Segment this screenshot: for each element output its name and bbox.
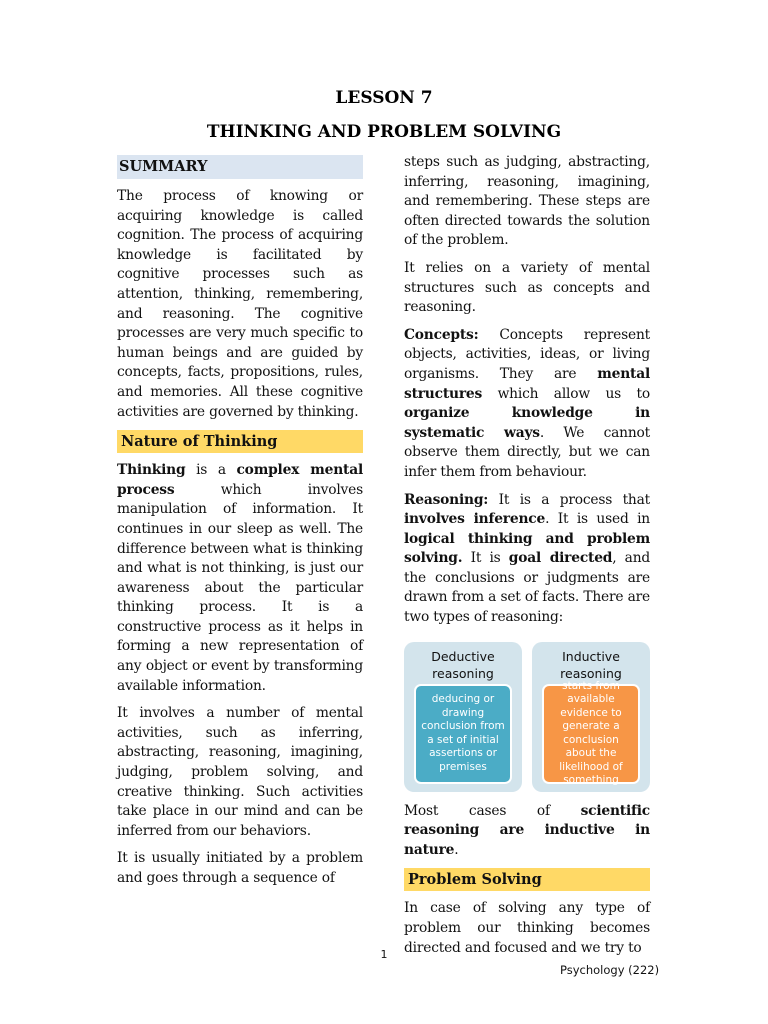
text-run: . It is used in — [545, 511, 650, 528]
text-run: It is — [462, 550, 509, 567]
scientific-reasoning-paragraph — [404, 802, 650, 861]
bold-term: complex mental process — [117, 462, 363, 498]
text-run: is a — [185, 462, 237, 479]
nature-of-thinking-heading: Nature of Thinking — [117, 430, 363, 453]
course-footer: Psychology (222) — [560, 963, 660, 977]
bold-term: logical thinking and problem solving. — [404, 530, 650, 567]
problem-solving-heading: Problem Solving — [404, 868, 650, 891]
text-run: Concepts represent objects, activities, ideas, or living organisms. They are — [404, 326, 650, 382]
lesson-number: LESSON 7 — [335, 88, 433, 108]
summary-paragraph: The process of knowing or acquiring knowledge is called cognition. The process of acquiring knowledge is facilitated by cognitive processes such as attention, thinking, remembering, and reasoning. The cognitive processes are very much specific to human beings and are guided by concepts, facts, propositions, rules, and memories. All these cognitive activities are governed by thinking. — [117, 188, 363, 420]
nature-paragraph-1 — [117, 461, 363, 696]
structures-paragraph: It relies on a variety of mental structures such as concepts and reasoning. — [404, 259, 650, 316]
bold-term: mental structures — [404, 365, 650, 402]
inductive-reasoning-description: starts from available evidence to generate a conclusion about the likelihood of something — [542, 684, 640, 784]
text-run: , and the conclusions or judgments are drawn from a set of facts. There are two types of reasoning: — [404, 550, 651, 626]
bold-term: organize knowledge in systematic ways — [404, 405, 650, 441]
text-run: which involves manipulation of information. It continues in our sleep as well. The difference between what is thinking and what is not thinking, is just our awareness about the particular thinking process. It is a constructive process as it helps in forming a new representation of any object or event by transforming available information. — [117, 481, 363, 694]
text-run: which allow us to — [482, 385, 650, 402]
left-column — [117, 153, 363, 897]
text-run: Most cases of — [404, 802, 581, 819]
bold-term: Thinking — [117, 462, 186, 479]
bold-term: goal directed — [508, 550, 613, 567]
reasoning-types-diagram — [404, 642, 652, 792]
inductive-reasoning-title: Inductive reasoning — [560, 648, 622, 681]
reasoning-paragraph — [404, 491, 650, 628]
concepts-paragraph — [404, 326, 650, 483]
deductive-reasoning-card — [404, 642, 522, 792]
page-title: THINKING AND PROBLEM SOLVING — [206, 122, 562, 142]
problem-solving-paragraph: In case of solving any type of problem our thinking becomes directed and focused and we try to — [404, 900, 650, 956]
bold-term: scientific reasoning are inductive in nature — [404, 802, 650, 858]
text-run: . — [454, 841, 459, 858]
text-run: It is a process that — [488, 491, 650, 508]
nature-paragraph-2: It involves a number of mental activities, such as inferring, abstracting, reasoning, imagining, judging, problem solving, and creative thinking. Such activities take place in our mind and can be inferred from our behaviors. — [117, 705, 363, 839]
page-number: 1 — [380, 948, 388, 961]
inductive-reasoning-card — [532, 642, 650, 792]
summary-heading: SUMMARY — [117, 155, 363, 179]
steps-paragraph: steps such as judging, abstracting, inferring, reasoning, imagining, and remembering. These steps are often directed towards the solution of the problem. — [404, 154, 650, 249]
reasoning-label: Reasoning: — [404, 491, 489, 508]
bold-term: involves inference — [404, 511, 546, 528]
right-column — [404, 153, 650, 966]
nature-paragraph-3: It is usually initiated by a problem and goes through a sequence of — [117, 850, 363, 886]
text-run: . We cannot observe them directly, but we can infer them from behaviour. — [404, 424, 650, 480]
concepts-label: Concepts: — [404, 326, 479, 343]
deductive-reasoning-description: deducing or drawing conclusion from a set of initial assertions or premises — [414, 684, 512, 784]
deductive-reasoning-title: Deductive reasoning — [431, 648, 495, 681]
